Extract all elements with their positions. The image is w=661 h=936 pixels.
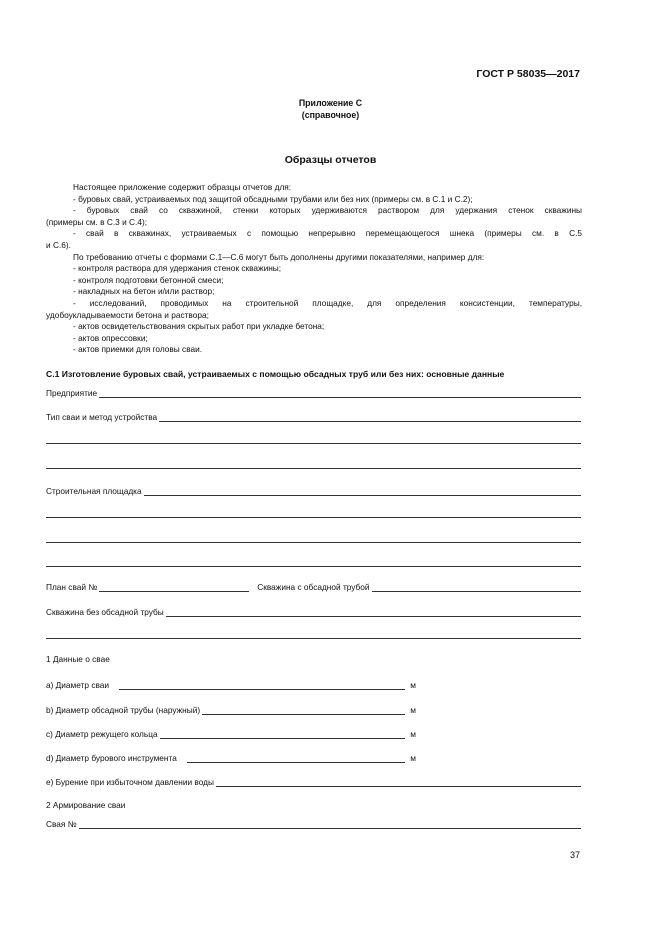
pile-number-label: Свая № [46,819,77,829]
enterprise-input-line[interactable] [99,388,581,398]
blank-line[interactable] [46,517,581,518]
intro-line: - свай в скважинах, устраиваемых с помощью непрерывно перемещающегося шнека (примеры см. в С.5 [73,228,582,239]
enterprise-label: Предприятие [46,388,98,398]
cutting-ring-diameter-label: c) Диаметр режущего кольца [46,729,158,739]
cutting-ring-diameter-field [46,727,416,739]
unit-label: м [410,753,416,763]
pile-plan-label: План свай № [46,582,98,592]
intro-line: По требованию отчеты с формами С.1—С.6 могут быть дополнены другими показателями, например для: [73,251,485,262]
site-field [46,484,581,496]
intro-line: (примеры см. в С.3 и С.4); [46,216,148,227]
intro-line: удобоукладываемости бетона и раствора; [46,309,209,320]
water-pressure-drilling-field [46,775,581,787]
pile-plan-input-line[interactable] [99,582,249,592]
blank-line[interactable] [46,542,581,543]
page-number: 37 [569,850,580,860]
intro-line: - буровых свай со скважиной, стенки которых удерживаются раствором для удержания стенок скважины [73,205,582,216]
unit-label: м [410,680,416,690]
appendix-label: Приложение С [298,98,363,108]
blank-line[interactable] [46,638,581,639]
reinforcement-heading: 2 Армирование сваи [46,800,126,810]
drill-tool-diameter-input-line[interactable] [187,753,405,763]
pile-type-field [46,410,581,422]
pile-plan-field [46,580,581,592]
well-casing-input-line[interactable] [372,582,581,592]
drill-tool-diameter-field [46,751,416,763]
casing-diameter-input-line[interactable] [202,705,405,715]
page-title: Образцы отчетов [284,154,377,166]
intro-line: - актов приемки для головы сваи. [73,344,203,355]
intro-line: - контроля подготовки бетонной смеси; [73,274,224,285]
casing-diameter-label: b) Диаметр обсадной трубы (наружный) [46,705,201,715]
site-input-line[interactable] [144,486,581,496]
blank-line[interactable] [46,468,581,469]
well-no-casing-input-line[interactable] [166,607,581,617]
appendix-type: (справочное) [301,110,360,120]
unit-label: м [410,705,416,715]
intro-line: Настоящее приложение содержит образцы отчетов для: [73,182,292,192]
intro-line: - актов опрессовки; [73,332,148,343]
intro-line: - контроля раствора для удержания стенок скважины; [73,263,282,274]
pile-diameter-input-line[interactable] [119,680,405,690]
drill-tool-diameter-label: d) Диаметр бурового инструмента [46,753,177,763]
intro-line: - исследований, проводимых на строительной площадке, для определения консистенции, температуры, [73,297,582,308]
well-casing-label: Скважина с обсадной трубой [257,582,370,592]
pile-number-field [46,817,581,829]
casing-diameter-field [46,703,416,715]
blank-line[interactable] [46,566,581,567]
blank-line[interactable] [46,443,581,444]
intro-line: - буровых свай, устраиваемых под защитой обсадными трубами или без них (примеры см. в С.1 и С.2); [73,193,473,204]
unit-label: м [410,729,416,739]
water-pressure-drilling-label: е) Бурение при избыточном давлении воды [46,777,214,787]
intro-line: - накладных на бетон и/или раствор; [73,286,215,297]
intro-text [46,182,582,356]
standard-code: ГОСТ Р 58035—2017 [476,68,580,80]
pile-diameter-label: а) Диаметр сваи [46,680,110,690]
site-label: Строительная площадка [46,486,142,496]
section-heading-c1: С.1 Изготовление буровых свай, устраиваемых с помощью обсадных труб или без них: основные данные [46,369,505,379]
intro-line: и С.6). [46,239,71,250]
pile-number-input-line[interactable] [79,819,581,829]
well-no-casing-field [46,605,581,617]
pile-diameter-field [46,678,416,690]
well-no-casing-label: Скважина без обсадной трубы [46,607,164,617]
cutting-ring-diameter-input-line[interactable] [160,729,406,739]
pile-type-input-line[interactable] [159,412,581,422]
water-pressure-drilling-input-line[interactable] [216,777,581,787]
pile-data-heading: 1 Данные о свае [46,654,110,664]
enterprise-field [46,386,581,398]
intro-line: - актов освидетельствования скрытых работ при укладке бетона; [73,321,325,332]
pile-type-label: Тип сваи и метод устройства [46,412,158,422]
